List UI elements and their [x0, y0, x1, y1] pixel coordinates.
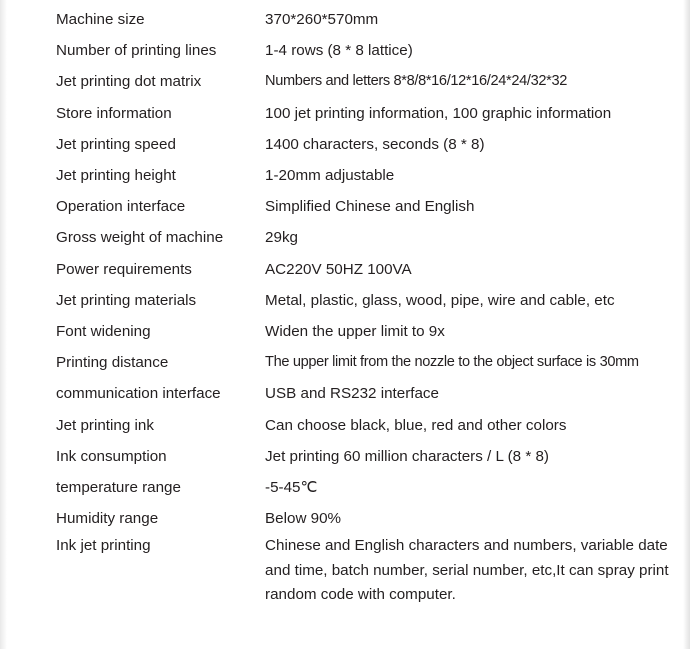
spec-value: Simplified Chinese and English: [265, 198, 475, 216]
table-row: [56, 378, 676, 409]
table-row: [56, 254, 676, 285]
spec-label: temperature range: [56, 479, 181, 497]
spec-value: AC220V 50HZ 100VA: [265, 260, 412, 278]
spec-value: Jet printing 60 million characters / L (8 * 8): [265, 447, 549, 465]
table-row: [56, 285, 676, 316]
spec-label: Jet printing dot matrix: [56, 73, 202, 91]
table-row: [56, 160, 676, 191]
spec-label: Power requirements: [56, 260, 192, 278]
table-row: [56, 191, 676, 222]
specification-table: [56, 4, 676, 608]
spec-label: Jet printing speed: [56, 135, 176, 153]
spec-label: Operation interface: [56, 198, 186, 216]
spec-label: Store information: [56, 104, 172, 122]
spec-label: communication interface: [56, 385, 221, 403]
spec-label: Jet printing ink: [56, 416, 154, 434]
spec-value: 29kg: [265, 229, 298, 247]
spec-value: Can choose black, blue, red and other colors: [265, 416, 567, 434]
table-row: [56, 35, 676, 66]
table-row: [56, 410, 676, 441]
spec-value: 1400 characters, seconds (8 * 8): [265, 135, 485, 153]
table-row: [56, 66, 676, 97]
spec-label: Ink jet printing: [56, 537, 151, 555]
table-row: [56, 347, 676, 378]
table-row: [56, 441, 676, 472]
spec-value: 370*260*570mm: [265, 11, 379, 28]
table-row: [56, 129, 676, 160]
spec-label: Gross weight of machine: [56, 229, 224, 247]
spec-label: Humidity range: [56, 510, 159, 528]
spec-label: Font widening: [56, 323, 151, 341]
page-right-edge-shading: [683, 0, 690, 649]
table-row: [56, 222, 676, 253]
specification-table-body: [56, 4, 676, 608]
spec-value: The upper limit from the nozzle to the object surface is 30mm: [265, 354, 639, 371]
table-row: [56, 503, 676, 534]
spec-value: 100 jet printing information, 100 graphic information: [265, 104, 612, 122]
spec-value: USB and RS232 interface: [265, 385, 439, 403]
table-row: [56, 534, 676, 608]
spec-value: Numbers and letters 8*8/8*16/12*16/24*24/32*32: [265, 73, 567, 90]
spec-label: Number of printing lines: [56, 42, 217, 60]
spec-label: Jet printing materials: [56, 291, 197, 309]
spec-value: Metal, plastic, glass, wood, pipe, wire and cable, etc: [265, 291, 615, 309]
spec-value: Chinese and English characters and numbers, variable date and time, batch number, serial number, etc,It can spray print random code with computer.: [265, 537, 669, 604]
spec-value: 1-20mm adjustable: [265, 167, 395, 185]
spec-label: Printing distance: [56, 354, 169, 372]
spec-value: Widen the upper limit to 9x: [265, 323, 445, 341]
table-row: [56, 4, 676, 35]
spec-label: Ink consumption: [56, 447, 167, 465]
table-row: [56, 472, 676, 503]
page-left-edge-shading: [0, 0, 7, 649]
table-row: [56, 316, 676, 347]
spec-label: Jet printing height: [56, 167, 176, 185]
spec-value: Below 90%: [265, 510, 342, 528]
spec-value: 1-4 rows (8 * 8 lattice): [265, 42, 413, 60]
table-row: [56, 98, 676, 129]
spec-label: Machine size: [56, 11, 145, 28]
spec-value: -5-45℃: [265, 479, 318, 497]
